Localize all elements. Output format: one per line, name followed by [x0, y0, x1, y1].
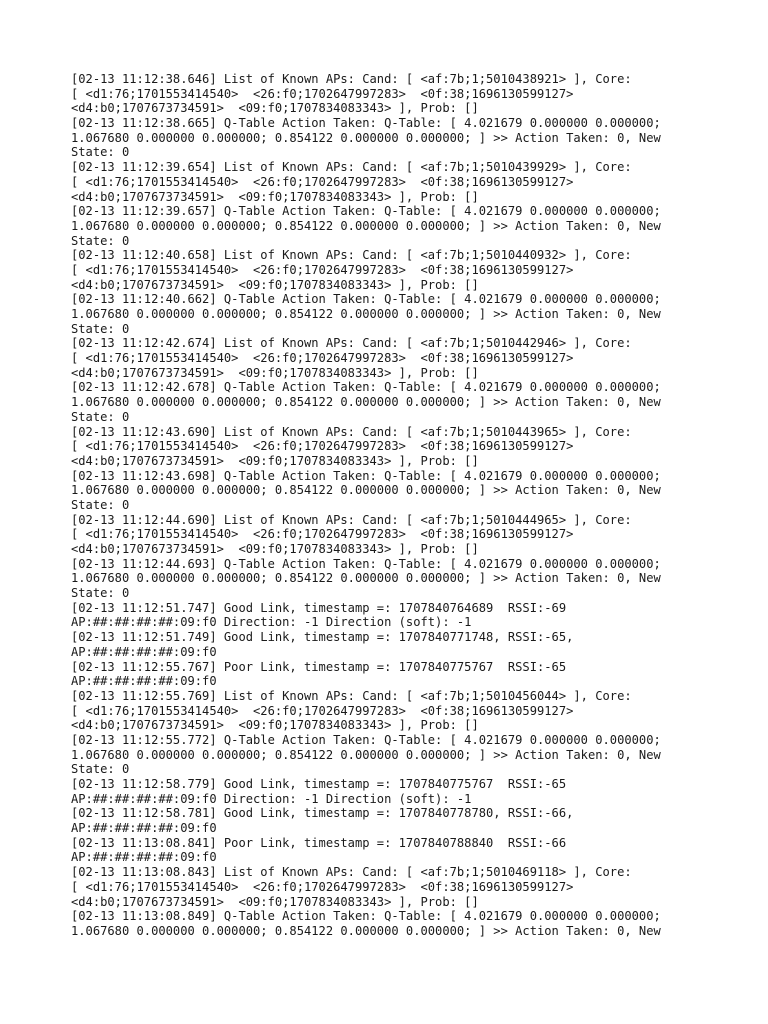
log-line: [ <d1:76;1701553414540> <26:f0;1702647997283> <0f:38;1696130599127> — [71, 262, 574, 277]
log-line: [02-13 11:12:55.767] Poor Link, timestamp =: 1707840775767 RSSI:-65 — [71, 659, 567, 674]
log-line: [02-13 11:12:44.693] Q-Table Action Taken: Q-Table: [ 4.021679 0.000000 0.000000; — [71, 556, 661, 571]
log-line: <d4:b0;1707673734591> <09:f0;1707834083343> ], Prob: [] — [71, 894, 479, 909]
log-line: State: 0 — [71, 321, 130, 336]
log-line: 1.067680 0.000000 0.000000; 0.854122 0.000000 0.000000; ] >> Action Taken: 0, New — [71, 395, 661, 410]
log-line: State: 0 — [71, 762, 130, 777]
log-line: State: 0 — [71, 145, 130, 160]
log-line: 1.067680 0.000000 0.000000; 0.854122 0.000000 0.000000; ] >> Action Taken: 0, New — [71, 130, 661, 145]
log-line: [02-13 11:12:58.779] Good Link, timestamp =: 1707840775767 RSSI:-65 — [71, 777, 567, 791]
log-line: [02-13 11:12:38.665] Q-Table Action Taken: Q-Table: [ 4.021679 0.000000 0.000000; — [71, 116, 661, 131]
log-line: <d4:b0;1707673734591> <09:f0;1707834083343> ], Prob: [] — [71, 365, 479, 380]
log-line: 1.067680 0.000000 0.000000; 0.854122 0.000000 0.000000; ] >> Action Taken: 0, New — [71, 218, 661, 233]
log-line: 1.067680 0.000000 0.000000; 0.854122 0.000000 0.000000; ] >> Action Taken: 0, New — [71, 307, 661, 321]
log-line: [02-13 11:12:51.749] Good Link, timestamp =: 1707840771748, RSSI:-65, — [71, 630, 574, 645]
log-line: [02-13 11:13:08.841] Poor Link, timestamp =: 1707840788840 RSSI:-66 — [71, 835, 567, 850]
log-line: AP:##:##:##:##:09:f0 — [71, 850, 217, 865]
log-line: <d4:b0;1707673734591> <09:f0;1707834083343> ], Prob: [] — [71, 189, 479, 204]
log-line: [02-13 11:12:42.678] Q-Table Action Taken: Q-Table: [ 4.021679 0.000000 0.000000; — [71, 380, 661, 395]
log-line: [ <d1:76;1701553414540> <26:f0;1702647997283> <0f:38;1696130599127> — [71, 527, 574, 542]
log-line: AP:##:##:##:##:09:f0 — [71, 821, 217, 836]
log-line: State: 0 — [71, 497, 130, 512]
log-line: [02-13 11:12:43.690] List of Known APs: Cand: [ <af:7b;1;5010443965> ], Core: — [71, 424, 632, 439]
log-line: [02-13 11:12:39.657] Q-Table Action Taken: Q-Table: [ 4.021679 0.000000 0.000000; — [71, 204, 661, 219]
log-line: [02-13 11:13:08.849] Q-Table Action Taken: Q-Table: [ 4.021679 0.000000 0.000000; — [71, 909, 661, 924]
log-line: [ <d1:76;1701553414540> <26:f0;1702647997283> <0f:38;1696130599127> — [71, 439, 574, 454]
log-line: [02-13 11:12:39.654] List of Known APs: Cand: [ <af:7b;1;5010439929> ], Core: — [71, 160, 632, 175]
log-text-block — [71, 72, 711, 939]
log-line: AP:##:##:##:##:09:f0 — [71, 674, 217, 689]
log-line: State: 0 — [71, 233, 130, 248]
log-line: [ <d1:76;1701553414540> <26:f0;1702647997283> <0f:38;1696130599127> — [71, 703, 574, 718]
log-line: [ <d1:76;1701553414540> <26:f0;1702647997283> <0f:38;1696130599127> — [71, 174, 574, 189]
log-line: <d4:b0;1707673734591> <09:f0;1707834083343> ], Prob: [] — [71, 277, 479, 292]
log-line: <d4:b0;1707673734591> <09:f0;1707834083343> ], Prob: [] — [71, 542, 479, 556]
log-line: [02-13 11:12:43.698] Q-Table Action Taken: Q-Table: [ 4.021679 0.000000 0.000000; — [71, 468, 661, 483]
log-line: 1.067680 0.000000 0.000000; 0.854122 0.000000 0.000000; ] >> Action Taken: 0, New — [71, 747, 661, 762]
log-line: AP:##:##:##:##:09:f0 Direction: -1 Direction (soft): -1 — [71, 791, 472, 806]
log-line: 1.067680 0.000000 0.000000; 0.854122 0.000000 0.000000; ] >> Action Taken: 0, New — [71, 923, 661, 938]
log-line: [02-13 11:12:55.769] List of Known APs: Cand: [ <af:7b;1;5010456044> ], Core: — [71, 688, 632, 703]
log-line: [02-13 11:12:58.781] Good Link, timestamp =: 1707840778780, RSSI:-66, — [71, 806, 574, 821]
log-line: [02-13 11:12:44.690] List of Known APs: Cand: [ <af:7b;1;5010444965> ], Core: — [71, 512, 632, 527]
log-line: [02-13 11:12:42.674] List of Known APs: Cand: [ <af:7b;1;5010442946> ], Core: — [71, 336, 632, 351]
log-line: <d4:b0;1707673734591> <09:f0;1707834083343> ], Prob: [] — [71, 453, 479, 468]
log-line: [02-13 11:13:08.843] List of Known APs: Cand: [ <af:7b;1;5010469118> ], Core: — [71, 865, 632, 880]
log-line: [ <d1:76;1701553414540> <26:f0;1702647997283> <0f:38;1696130599127> — [71, 351, 574, 366]
log-line: 1.067680 0.000000 0.000000; 0.854122 0.000000 0.000000; ] >> Action Taken: 0, New — [71, 483, 661, 498]
log-line: [02-13 11:12:40.662] Q-Table Action Taken: Q-Table: [ 4.021679 0.000000 0.000000; — [71, 292, 661, 307]
log-line: <d4:b0;1707673734591> <09:f0;1707834083343> ], Prob: [] — [71, 718, 479, 733]
log-line: State: 0 — [71, 409, 130, 424]
log-line: [02-13 11:12:38.646] List of Known APs: Cand: [ <af:7b;1;5010438921> ], Core: — [71, 72, 632, 86]
log-line: [02-13 11:12:51.747] Good Link, timestamp =: 1707840764689 RSSI:-69 — [71, 600, 567, 615]
log-line: [02-13 11:12:55.772] Q-Table Action Taken: Q-Table: [ 4.021679 0.000000 0.000000; — [71, 732, 661, 747]
log-line: [02-13 11:12:40.658] List of Known APs: Cand: [ <af:7b;1;5010440932> ], Core: — [71, 248, 632, 263]
log-line: AP:##:##:##:##:09:f0 Direction: -1 Direction (soft): -1 — [71, 615, 472, 630]
log-line: [ <d1:76;1701553414540> <26:f0;1702647997283> <0f:38;1696130599127> — [71, 879, 574, 894]
log-line: [ <d1:76;1701553414540> <26:f0;1702647997283> <0f:38;1696130599127> — [71, 86, 574, 101]
log-line: State: 0 — [71, 586, 130, 601]
log-line: AP:##:##:##:##:09:f0 — [71, 644, 217, 659]
log-line: <d4:b0;1707673734591> <09:f0;1707834083343> ], Prob: [] — [71, 101, 479, 116]
log-line: 1.067680 0.000000 0.000000; 0.854122 0.000000 0.000000; ] >> Action Taken: 0, New — [71, 571, 661, 586]
